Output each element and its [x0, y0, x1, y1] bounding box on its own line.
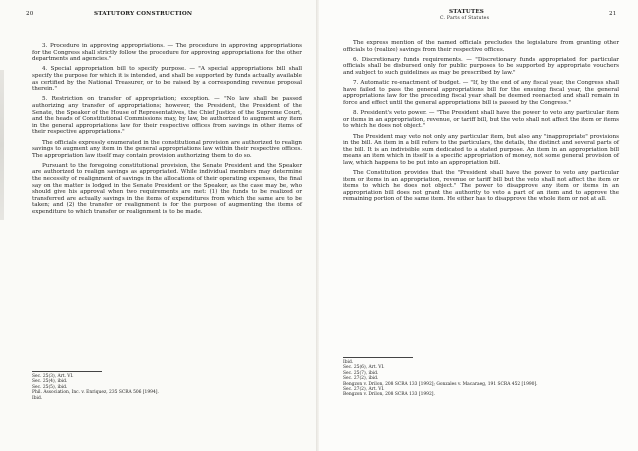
footnote: Sec. 25(3), Art. VI. — [32, 374, 74, 379]
paragraph: 8. President's veto power. — "The President shall have the power to veto any particular item or items in an appropriation, revenue, or tariff bill, but the veto shall not affect the item or items to which he does not object." — [343, 110, 619, 130]
footnote: Bengzon v. Drilon, 208 SCRA 133 [1992]; Gonzales v. Macaraeg, 191 SCRA 452 [1990]. — [343, 381, 538, 387]
page-number: 21 — [609, 11, 617, 17]
paragraph: The President may veto not only any particular item, but also any "inappropriate" provisions in the bill. An item in a bill refers to the particulars, the details, the distinct and several parts of the bill. It is an indivisible sum dedicated to a stated purpose. An item in an appropriation bill means an item which in itself is a specific appropriation of money, not some general provision of law, which happens to be put into an appropriation bill. — [343, 133, 619, 166]
paragraph: 4. Special appropriation bill to specify purpose. — "A special appropriations bill shall specify the purpose for which it is intended, and shall be supported by funds actually available as certified by the National Treasurer, or to be raised by a corresponding revenue proposal therein." — [32, 66, 302, 93]
footnote: Sec. 25(4), ibid. — [32, 379, 68, 385]
right-page — [319, 0, 638, 451]
paragraph: Pursuant to the foregoing constitutional provision, the Senate President and the Speaker are authorized to realign savings as appropriated. While individual members may determine the necessity of realignment of savings in the allocations of their operating expenses, the final say on the matter is lodged in the Senate President or the Speaker, as the case may be, who should give his approval when two requirements are met: (1) the funds to be realized or transferred are actually savings in the items of expenditures from which the same are to be taken; and (2) the transfer or realignment is for the purpose of augmenting the items of expenditure to which transfer or realignment is to be made. — [32, 162, 302, 216]
footnote: Sec. 25(6), Art. VI. — [343, 365, 385, 371]
paragraph: 6. Discretionary funds requirements. — "Discretionary funds appropriated for particular officials shall be disbursed only for public purposes to be supported by appropriate vouchers and subject to such guidelines as may be prescribed by law." — [343, 56, 619, 76]
paragraph: 3. Procedure in approving appropriations. — The procedure in approving appropriations for the Congress shall strictly follow the procedure for approving appropriations for the other departments and agencies." — [32, 43, 302, 63]
footnote: Sec. 27(2), ibid. — [343, 376, 379, 382]
footnote: Sec. 25(5), ibid. — [32, 384, 68, 390]
paragraph: The officials expressly enumerated in the constitutional provision are authorized to realign savings to augment any item in the general appropriations law within their respective offices. The appropriation law itself may contain provision authorizing them to do so. — [32, 139, 302, 159]
running-head: STATUTORY CONSTRUCTION — [94, 11, 193, 17]
page-number: 20 — [26, 11, 34, 17]
footnote-rule — [343, 357, 413, 358]
paragraph: 7. Automatic re-enactment of budget. — "If, by the end of any fiscal year, the Congress shall have failed to pass the general appropriations bill for the ensuing fiscal year, the general appropriations law for the preceding fiscal year shall be deemed reenacted and shall remain in force and effect until the general appropriations bill is passed by the Congress." — [343, 80, 619, 106]
right-body — [343, 40, 619, 207]
paragraph: The Constitution provides that the "President shall have the power to veto any particular item or items in an appropriation, revenue or tariff bill but the veto shall not affect the item or items to which he does not object." The power to disapprove any item or items in an appropriation bill does not grant the authority to veto a part of an item and to approve the remaining portion of the same item. He either has to disapprove the whole item or not at all. — [343, 170, 619, 203]
footnote: Ibid. — [343, 360, 354, 365]
paragraph: The express mention of the named officials precludes the legislature from granting other officials to (realize) savings from their respective offices. — [343, 40, 619, 53]
left-body — [32, 43, 302, 219]
footnote: Phil. Association, Inc. v. Enriquez, 235 SCRA 506 [1994]. — [32, 390, 159, 396]
paragraph: 5. Restriction on transfer of appropriation; exception. — "No law shall be passed authorizing any transfer of appropriations; however, the President, the President of the Senate, the Speaker of the House of Representatives, the Chief Justice of the Supreme Court, and the heads of Constitutional Commissions may, by law, be authorized to augment any item in the general appropriations law for their respective offices from savings in other items of their respective appropriations." — [32, 96, 302, 136]
footnote: Ibid. — [32, 395, 43, 401]
footnote: Sec. 27(2), Art. VI. — [343, 387, 385, 393]
left-footnotes — [32, 374, 302, 401]
footnote: Sec. 25(7), ibid. — [343, 370, 379, 376]
left-page — [0, 0, 318, 451]
running-head: STATUTES — [449, 9, 485, 15]
footnote: Bengzon v. Drilon, 208 SCRA 133 [1992]. — [343, 392, 435, 398]
right-footnotes — [343, 360, 619, 398]
running-subhead: C. Parts of Statutes — [440, 16, 490, 21]
footnote-rule — [32, 371, 102, 372]
page-edge-shadow — [0, 70, 4, 220]
